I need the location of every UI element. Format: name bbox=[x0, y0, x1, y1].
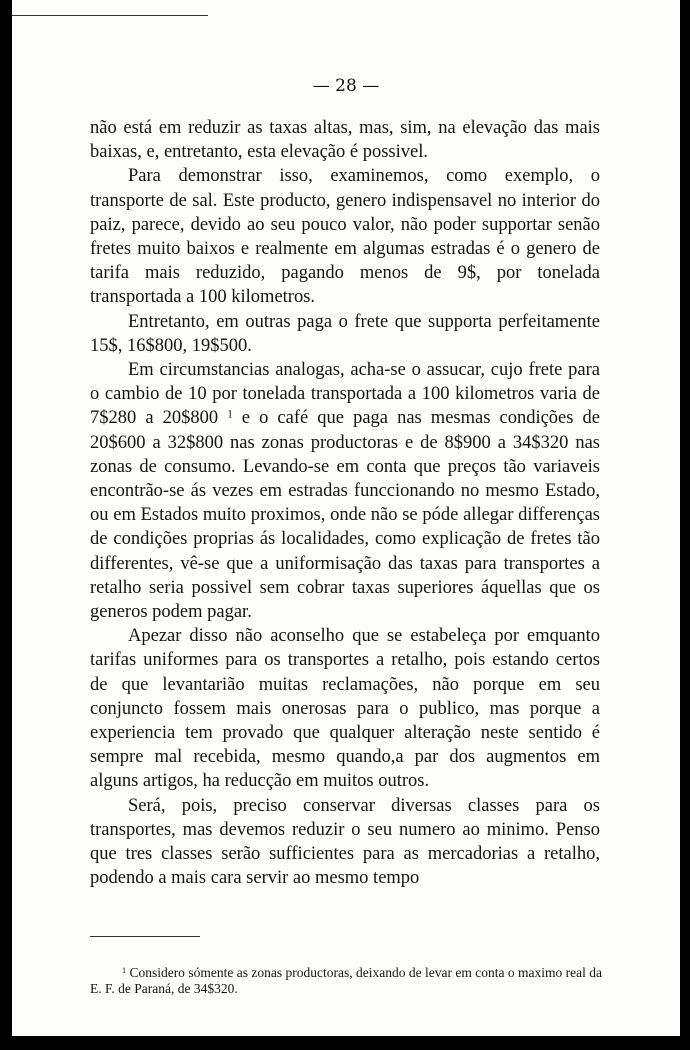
footnote-reference: 1 bbox=[227, 408, 233, 421]
paragraph-4-end: e o café que paga nas mesmas condições de 20$600 a 32$800 nas zonas productoras e de 8$900 a 34$320 nas zonas de consumo. Levando-se em conta que preços tão variaveis encontrão-se ás vezes em estradas funccionando no mesmo Estado, ou em Estados muito proximos, onde não se póde allegar differenças de condições proprias ás localidades, como explicação de fretes tão differentes, vê-se que a uniformisação das taxas para transportes a retalho seria possivel sem cobrar taxas superiores áquellas que os generos podem pagar. bbox=[90, 408, 600, 623]
paragraph-4-start: Em circumstancias analogas, acha-se o assucar, cujo frete para o cambio de 10 por tonelada transportada a 100 kilometros varia de 7$280 a 20$800 bbox=[90, 360, 600, 429]
footnote-text: Considero sómente as zonas productoras, deixando de levar em conta o maximo real da E. F. de Paraná, de 34$320. bbox=[90, 965, 602, 996]
footnote-marker: 1 bbox=[122, 965, 127, 975]
book-page bbox=[12, 0, 680, 1036]
page-number: — 28 — bbox=[312, 76, 380, 96]
paragraph-2: Para demonstrar isso, examinemos, como exemplo, o transporte de sal. Este producto, genero indispensavel no interior do paiz, parece, devido ao seu pouco valor, não poder supportar senão fretes muito baixos e realmente em algumas estradas é o genero de tarifa mais reduzido, pagando menos de 9$, por tonelada transportada a 100 kilometros. bbox=[90, 166, 600, 308]
paragraph-4 bbox=[90, 358, 600, 624]
paragraph-5: Apezar disso não aconselho que se estabeleça por emquanto tarifas uniformes para os transportes a retalho, pois estando certos de que levantarião muitas reclamações, não porque em seu conjuncto fossem mais onerosas para o publico, mas porque a experiencia tem provado que qualquer alteração neste sentido é sempre mal recebida, mesmo quando,a par dos augmentos em alguns artigos, ha reducção em muitos outros. bbox=[90, 626, 600, 792]
paragraph-3: Entretanto, em outras paga o frete que supporta perfeitamente 15$, 16$800, 19$500. bbox=[90, 311, 600, 356]
footnote bbox=[90, 965, 602, 997]
paragraph-6: Será, pois, preciso conservar diversas classes para os transportes, mas devemos reduzir o seu numero ao minimo. Penso que tres classes serão sufficientes para as mercadorias a retalho, podendo a mais cara servir ao mesmo tempo bbox=[90, 795, 600, 889]
top-rule bbox=[12, 15, 208, 16]
body-text bbox=[90, 116, 600, 891]
footnote-rule bbox=[90, 936, 200, 937]
paragraph-1: não está em reduzir as taxas altas, mas, sim, na elevação das mais baixas, e, entretanto, esta elevação é possivel. bbox=[90, 118, 600, 163]
